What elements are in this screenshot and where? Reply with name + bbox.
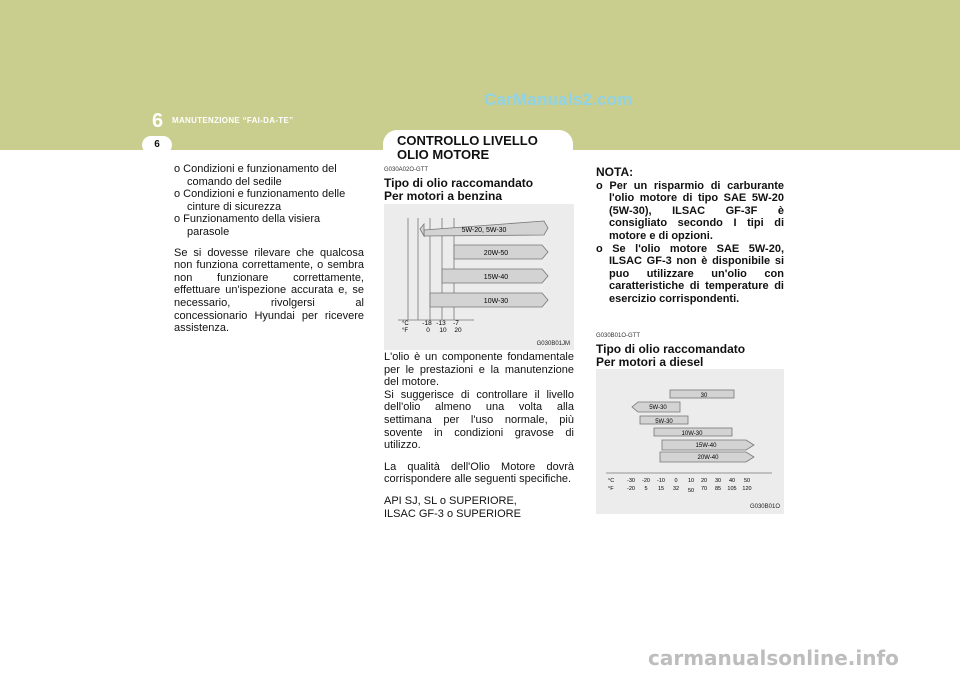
petrol-heading-line1: Tipo di olio raccomandato: [384, 175, 534, 190]
middle-column: [384, 351, 574, 520]
grade-label: 20W-40: [697, 455, 719, 461]
grade-label: 5W-20, 5W-30: [461, 227, 507, 234]
petrol-figure-code: G030B01JM: [536, 341, 570, 347]
list-item: o Condizioni e funzionamento delle cinture di sicurezza: [174, 188, 346, 213]
oil-check-paragraph: Si suggerisce di controllare il livello dell'olio almeno una volta alla settimana per l'uso normale, più sovente in condizioni gravose di utilizzo.: [384, 388, 574, 452]
inspection-paragraph: Se si dovesse rilevare che qualcosa non funziona correttamente, o sembra non funzionare correttamente, effettuare un'ispezione accurata e, se necessario, rivolgersi al concessionario Hyundai per ricevere assistenza.: [174, 246, 364, 335]
grade-label: 20W-50: [483, 250, 509, 257]
tick-f: 5: [644, 486, 648, 492]
tick-c: 0: [674, 478, 678, 484]
page-number: 6: [142, 136, 172, 154]
tick-c: -18: [422, 320, 432, 327]
header-band: [0, 0, 960, 150]
tick-f: 15: [657, 486, 665, 492]
tick-f: 32: [672, 486, 680, 492]
unit-fahrenheit: °F: [402, 328, 409, 334]
list-item: o Funzionamento della visiera parasole: [174, 213, 321, 238]
tick-c: 10: [687, 478, 695, 484]
section-title: CONTROLLO LIVELLO OLIO MOTORE: [383, 130, 573, 160]
grade-label: 10W-30: [681, 431, 703, 437]
unit-fahrenheit: °F: [608, 486, 614, 492]
tick-c: 20: [700, 478, 708, 484]
diesel-chart-svg: [596, 369, 784, 514]
diesel-section-header: [596, 330, 786, 370]
unit-celsius: °C: [608, 478, 615, 484]
oil-quality-paragraph: La qualità dell'Olio Motore dovrà corrispondere alle seguenti specifiche.: [384, 460, 574, 486]
diesel-oil-chart: [596, 369, 784, 514]
tick-c: -30: [627, 478, 635, 484]
oil-spec-line1: API SJ, SL o SUPERIORE,: [384, 494, 517, 507]
petrol-oil-chart: [384, 204, 574, 350]
oil-intro-paragraph: L'olio è un componente fondamentale per le prestazioni e la manutenzione del motore.: [384, 351, 574, 389]
grade-label: 30: [700, 393, 708, 399]
tick-c: -7: [453, 320, 459, 327]
unit-celsius: °C: [402, 321, 409, 327]
grade-label: 10W-30: [483, 298, 509, 305]
tick-f: 105: [727, 486, 737, 492]
tick-f: 20: [454, 327, 462, 334]
tick-f: 0: [426, 327, 430, 334]
tick-f: 50: [687, 488, 695, 494]
grade-label: 15W-40: [483, 274, 509, 281]
tick-c: 40: [728, 478, 736, 484]
nota-item: o Se l'olio motore SAE 5W-20, ILSAC GF-3 non è disponibile si puo utilizzare un'olio con caratteristiche di temperature di esercizio corrispondenti.: [596, 242, 784, 305]
watermark-top[interactable]: CarManuals2.com: [484, 90, 633, 109]
tick-f: 85: [714, 486, 722, 492]
diesel-heading-line2: Per motori a diesel: [596, 355, 704, 370]
diesel-section-code: G030B01O-GTT: [596, 333, 641, 339]
petrol-section-code: G030A02O-GTT: [384, 167, 429, 173]
grade-label: 5W-30: [655, 419, 673, 425]
diesel-figure-code: G030B01O: [749, 504, 780, 510]
grade-label: 5W-30: [649, 405, 667, 411]
list-item: o Condizioni e funzionamento del comando del sedile: [174, 163, 337, 188]
petrol-heading-line2: Per motori a benzina: [384, 189, 503, 204]
tick-f: -20: [627, 486, 635, 492]
tick-c: 30: [714, 478, 722, 484]
grade-label: 15W-40: [695, 443, 717, 449]
nota-title: NOTA:: [596, 165, 634, 179]
grade-bar-arrow: [420, 224, 424, 236]
tick-c: -20: [642, 478, 650, 484]
chapter-number: 6: [152, 110, 164, 132]
tick-c: 50: [743, 478, 751, 484]
nota-item: o Per un risparmio di carburante l'olio motore di tipo SAE 5W-20 (5W-30), ILSAC GF-3F è consigliato secondo I tipi di motore e di opzioni.: [596, 179, 784, 242]
left-column: [174, 163, 364, 335]
petrol-section-header: [384, 164, 574, 204]
tick-c: -10: [657, 478, 665, 484]
petrol-chart-svg: [384, 204, 574, 350]
chapter-title: MANUTENZIONE “FAI-DA-TE”: [172, 116, 294, 125]
tick-c: -13: [436, 320, 446, 327]
nota-block: [596, 166, 784, 306]
tick-f: 10: [439, 327, 447, 334]
tick-f: 120: [742, 486, 752, 492]
tick-f: 70: [700, 486, 708, 492]
oil-spec-block: [384, 495, 574, 520]
diesel-heading-line1: Tipo di olio raccomandato: [596, 341, 746, 356]
watermark-bottom[interactable]: carmanualsonline.info: [648, 646, 899, 670]
oil-spec-line2: ILSAC GF-3 o SUPERIORE: [384, 507, 521, 520]
